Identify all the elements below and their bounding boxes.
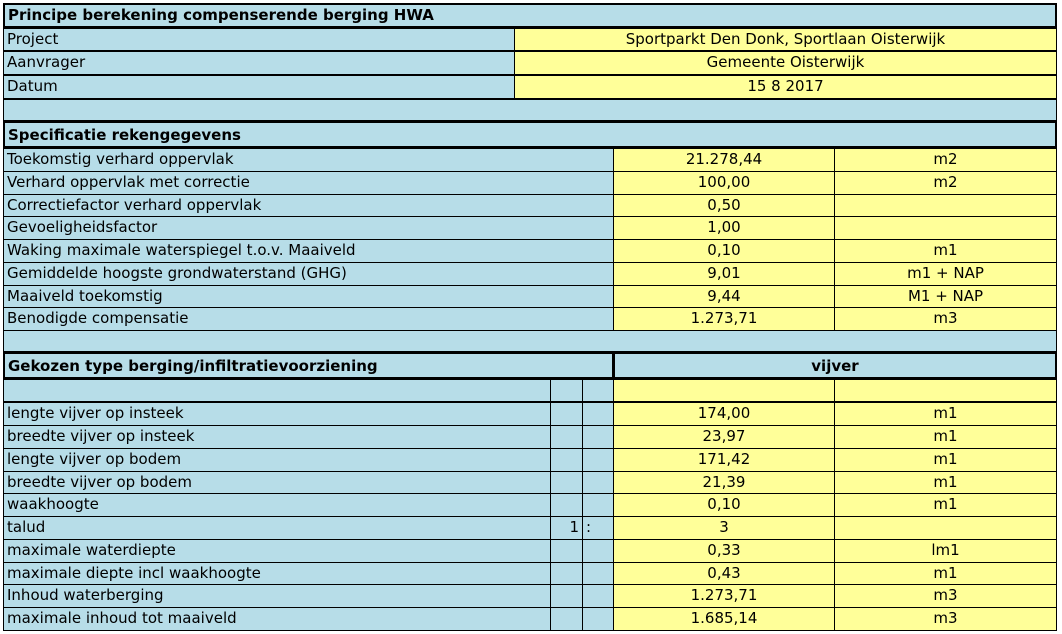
gekozen-unit[interactable]: m1 — [834, 471, 1057, 494]
spacer-row — [3, 330, 1057, 352]
spec-label[interactable]: Benodigde compensatie — [3, 307, 614, 331]
gekozen-value[interactable]: 0,10 — [613, 493, 835, 517]
spec-unit[interactable]: m1 — [834, 239, 1057, 263]
gekozen-value[interactable]: 0,33 — [613, 539, 835, 563]
spec-value[interactable]: 1,00 — [613, 216, 835, 240]
spec-label[interactable]: Verhard oppervlak met correctie — [3, 171, 614, 195]
sheet-title[interactable]: Principe berekening compenserende berging HWA — [3, 3, 1057, 28]
ratio-colon-cell[interactable] — [582, 471, 614, 494]
spacer-row — [3, 99, 1057, 121]
gekozen-label[interactable]: lengte vijver op bodem — [3, 448, 551, 472]
ratio-left-cell[interactable] — [550, 562, 583, 585]
spec-unit[interactable]: m1 + NAP — [834, 262, 1057, 286]
gekozen-label[interactable]: maximale waterdiepte — [3, 539, 551, 563]
ratio-colon-cell[interactable] — [582, 402, 614, 426]
gekozen-label[interactable]: waakhoogte — [3, 493, 551, 517]
ratio-colon-cell[interactable]: : — [582, 516, 614, 540]
empty-unit-cell[interactable] — [834, 379, 1057, 402]
ratio-left-cell[interactable] — [550, 607, 583, 631]
aanvrager-label[interactable]: Aanvrager — [3, 51, 515, 75]
gekozen-label[interactable]: maximale inhoud tot maaiveld — [3, 607, 551, 631]
ratio-left-cell[interactable] — [550, 425, 583, 449]
ratio-left-cell[interactable] — [550, 584, 583, 608]
spec-value[interactable]: 21.278,44 — [613, 148, 835, 172]
gekozen-label[interactable]: breedte vijver op insteek — [3, 425, 551, 449]
gekozen-label[interactable]: talud — [3, 516, 551, 540]
gekozen-value[interactable]: 21,39 — [613, 471, 835, 494]
empty-cell[interactable] — [3, 379, 551, 402]
gekozen-unit[interactable] — [834, 516, 1057, 540]
gekozen-value[interactable]: 23,97 — [613, 425, 835, 449]
spec-unit[interactable]: m3 — [834, 307, 1057, 331]
ratio-colon-cell[interactable] — [582, 539, 614, 563]
spec-unit[interactable] — [834, 216, 1057, 240]
spec-value[interactable]: 9,01 — [613, 262, 835, 286]
berging-type[interactable]: vijver — [613, 352, 1057, 379]
gekozen-value[interactable]: 3 — [613, 516, 835, 540]
spec-label[interactable]: Gemiddelde hoogste grondwaterstand (GHG) — [3, 262, 614, 286]
project-value[interactable]: Sportparkt Den Donk, Sportlaan Oisterwijk — [514, 28, 1057, 51]
ratio-left-cell[interactable] — [550, 493, 583, 517]
gekozen-unit[interactable]: m3 — [834, 607, 1057, 631]
project-label[interactable]: Project — [3, 28, 515, 51]
spec-label[interactable]: Gevoeligheidsfactor — [3, 216, 614, 240]
ratio-colon-cell[interactable] — [582, 448, 614, 472]
ratio-left-cell[interactable] — [550, 448, 583, 472]
empty-cell[interactable] — [550, 379, 583, 402]
gekozen-unit[interactable]: m3 — [834, 584, 1057, 608]
gekozen-value[interactable]: 174,00 — [613, 402, 835, 426]
spec-unit[interactable]: M1 + NAP — [834, 285, 1057, 308]
gekozen-unit[interactable]: m1 — [834, 448, 1057, 472]
datum-value[interactable]: 15 8 2017 — [514, 75, 1057, 99]
empty-cell[interactable] — [582, 379, 614, 402]
spec-value[interactable]: 0,50 — [613, 194, 835, 217]
ratio-colon-cell[interactable] — [582, 493, 614, 517]
spec-value[interactable]: 100,00 — [613, 171, 835, 195]
ratio-colon-cell[interactable] — [582, 584, 614, 608]
spec-value[interactable]: 0,10 — [613, 239, 835, 263]
gekozen-unit[interactable]: m1 — [834, 402, 1057, 426]
empty-value-cell[interactable] — [613, 379, 835, 402]
gekozen-value[interactable]: 1.273,71 — [613, 584, 835, 608]
gekozen-value[interactable]: 1.685,14 — [613, 607, 835, 631]
gekozen-label[interactable]: maximale diepte incl waakhoogte — [3, 562, 551, 585]
spec-label[interactable]: Maaiveld toekomstig — [3, 285, 614, 308]
ratio-colon-cell[interactable] — [582, 607, 614, 631]
gekozen-unit[interactable]: m1 — [834, 562, 1057, 585]
gekozen-label[interactable]: Inhoud waterberging — [3, 584, 551, 608]
gekozen-label[interactable]: lengte vijver op insteek — [3, 402, 551, 426]
spec-unit[interactable] — [834, 194, 1057, 217]
ratio-left-cell[interactable] — [550, 402, 583, 426]
gekozen-unit[interactable]: m1 — [834, 493, 1057, 517]
spec-title[interactable]: Specificatie rekengegevens — [3, 121, 1057, 148]
ratio-colon-cell[interactable] — [582, 562, 614, 585]
gekozen-unit[interactable]: lm1 — [834, 539, 1057, 563]
gekozen-title[interactable]: Gekozen type berging/infiltratievoorziening — [3, 352, 614, 379]
gekozen-label[interactable]: breedte vijver op bodem — [3, 471, 551, 494]
spec-unit[interactable]: m2 — [834, 148, 1057, 172]
gekozen-value[interactable]: 0,43 — [613, 562, 835, 585]
spec-value[interactable]: 9,44 — [613, 285, 835, 308]
spec-label[interactable]: Waking maximale waterspiegel t.o.v. Maaiveld — [3, 239, 614, 263]
ratio-left-cell[interactable]: 1 — [550, 516, 583, 540]
datum-label[interactable]: Datum — [3, 75, 515, 99]
spec-unit[interactable]: m2 — [834, 171, 1057, 195]
spec-label[interactable]: Toekomstig verhard oppervlak — [3, 148, 614, 172]
ratio-left-cell[interactable] — [550, 539, 583, 563]
ratio-left-cell[interactable] — [550, 471, 583, 494]
spec-value[interactable]: 1.273,71 — [613, 307, 835, 331]
gekozen-value[interactable]: 171,42 — [613, 448, 835, 472]
aanvrager-value[interactable]: Gemeente Oisterwijk — [514, 51, 1057, 75]
ratio-colon-cell[interactable] — [582, 425, 614, 449]
gekozen-unit[interactable]: m1 — [834, 425, 1057, 449]
spec-label[interactable]: Correctiefactor verhard oppervlak — [3, 194, 614, 217]
